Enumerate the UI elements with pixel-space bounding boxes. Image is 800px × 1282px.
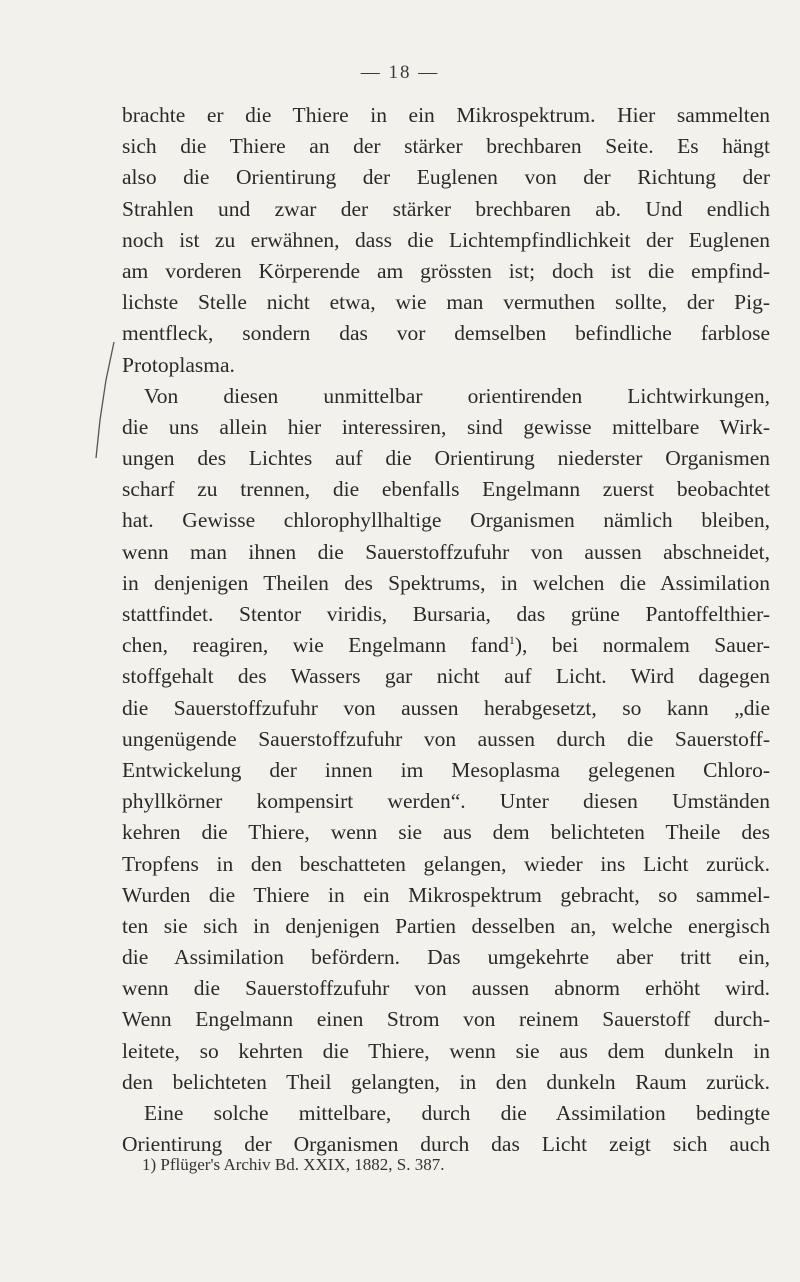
- text-line: ungen des Lichtes auf die Orientirung niederster Organismen: [122, 446, 770, 471]
- text-line: die Sauerstoffzufuhr von aussen herabgesetzt, so kann „die: [122, 695, 770, 720]
- paragraph-start-line: Von diesen unmittelbar orientirenden Lichtwirkungen,: [144, 383, 770, 408]
- text-line: Strahlen und zwar der stärker brechbaren ab. Und endlich: [122, 196, 770, 221]
- text-line: also die Orientirung der Euglenen von der Richtung der: [122, 165, 770, 190]
- text-line: ten sie sich in denjenigen Partien desselben an, welche energisch: [122, 913, 770, 938]
- text-line: am vorderen Körperende am grössten ist; doch ist die empfind-: [122, 258, 770, 283]
- footnote-reference: 1: [508, 633, 515, 648]
- text-line: leitete, so kehrten die Thiere, wenn sie aus dem dunkeln in: [122, 1038, 770, 1063]
- text-line: hat. Gewisse chlorophyllhaltige Organismen nämlich bleiben,: [122, 508, 770, 533]
- text-line: den belichteten Theil gelangten, in den dunkeln Raum zurück.: [122, 1069, 770, 1094]
- text-line: noch ist zu erwähnen, dass die Lichtempfindlichkeit der Euglenen: [122, 227, 770, 252]
- text-line: sich die Thiere an der stärker brechbaren Seite. Es hängt: [122, 134, 770, 159]
- text-line: Entwickelung der innen im Mesoplasma gelegenen Chloro-: [122, 757, 770, 782]
- line-text-part: chen, reagiren, wie Engelmann fand: [122, 633, 509, 658]
- text-line: stattfindet. Stentor viridis, Bursaria, das grüne Pantoffelthier-: [122, 602, 770, 626]
- footnote: 1) Pflüger's Archiv Bd. XXIX, 1882, S. 387.: [142, 1155, 445, 1174]
- text-line: Wurden die Thiere in ein Mikrospektrum gebracht, so sammel-: [122, 882, 770, 907]
- text-line: die uns allein hier interessiren, sind gewisse mittelbare Wirk-: [122, 414, 770, 439]
- text-line: ungenügende Sauerstoffzufuhr von aussen durch die Sauerstoff-: [122, 726, 770, 751]
- page-number: — 18 —: [360, 62, 440, 83]
- text-line: wenn die Sauerstoffzufuhr von aussen abnorm erhöht wird.: [122, 976, 770, 1001]
- text-line: stoffgehalt des Wassers gar nicht auf Licht. Wird dagegen: [122, 664, 770, 689]
- text-line: brachte er die Thiere in ein Mikrospektrum. Hier sammelten: [122, 103, 770, 127]
- paragraph-end-line: Protoplasma.: [122, 352, 235, 377]
- text-line: mentfleck, sondern das vor demselben befindliche farblose: [122, 321, 770, 346]
- text-line-with-footnote-ref: [122, 630, 770, 661]
- body-text: [122, 100, 770, 1160]
- text-line: in denjenigen Theilen des Spektrums, in welchen die Assimilation: [122, 570, 770, 595]
- text-line: Tropfens in den beschatteten gelangen, wieder ins Licht zurück.: [122, 851, 770, 876]
- paragraph-start-line: Eine solche mittelbare, durch die Assimilation bedingte: [144, 1101, 770, 1125]
- text-line: scharf zu trennen, die ebenfalls Engelmann zuerst beobachtet: [122, 477, 770, 502]
- pencil-margin-mark: [92, 340, 122, 460]
- text-line: Orientirung der Organismen durch das Licht zeigt sich auch: [122, 1132, 770, 1157]
- text-line: Wenn Engelmann einen Strom von reinem Sauerstoff durch-: [122, 1007, 770, 1032]
- line-text-part: ), bei normalem Sauer-: [514, 633, 770, 658]
- text-line: phyllkörner kompensirt werden“. Unter diesen Umständen: [122, 789, 770, 814]
- text-line: wenn man ihnen die Sauerstoffzufuhr von aussen abschneidet,: [122, 539, 770, 564]
- text-line: die Assimilation befördern. Das umgekehrte aber tritt ein,: [122, 945, 770, 970]
- text-line: lichste Stelle nicht etwa, wie man vermuthen sollte, der Pig-: [122, 290, 770, 315]
- text-line: kehren die Thiere, wenn sie aus dem belichteten Theile des: [122, 820, 770, 845]
